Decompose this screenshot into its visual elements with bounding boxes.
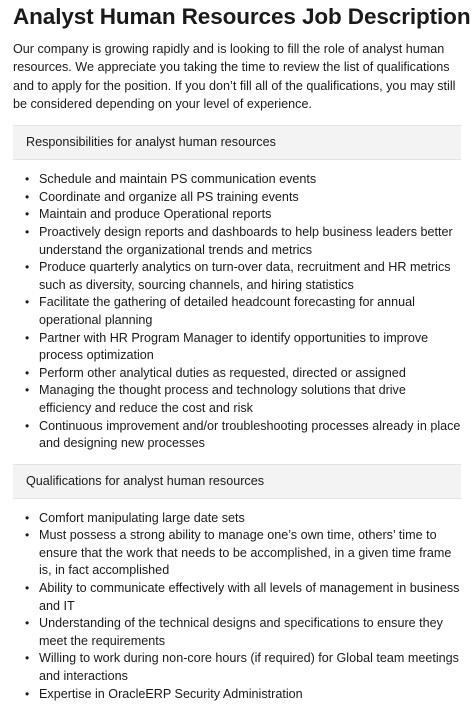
- bullet-icon: •: [25, 172, 30, 187]
- page-title: Analyst Human Resources Job Description: [13, 4, 471, 29]
- list-item-text: Perform other analytical duties as requested, directed or assigned: [39, 365, 406, 380]
- list-item: [13, 294, 461, 329]
- list-item-text: Must possess a strong ability to manage one’s own time, others’ time to ensure that the work that needs to be accomplished, in a given time frame is, in fact accomplished: [39, 528, 452, 578]
- qualifications-heading: Qualifications for analyst human resources: [26, 473, 264, 488]
- list-item: [13, 224, 461, 259]
- job-description-page: [0, 3, 474, 703]
- bullet-icon: •: [25, 528, 30, 543]
- list-item-text: Schedule and maintain PS communication events: [39, 172, 317, 187]
- responsibilities-heading: Responsibilities for analyst human resources: [26, 135, 276, 150]
- list-item: [13, 365, 461, 383]
- list-item: [13, 206, 461, 224]
- list-item: [13, 382, 461, 417]
- list-item: [13, 330, 461, 365]
- list-item-text: Maintain and produce Operational reports: [39, 207, 272, 222]
- list-item-text: Continuous improvement and/or troubleshooting processes already in place and designing new processes: [39, 418, 461, 451]
- list-item: [13, 686, 461, 704]
- list-item: [13, 580, 461, 615]
- qualifications-list: [13, 510, 461, 704]
- bullet-icon: •: [25, 207, 30, 222]
- bullet-icon: •: [25, 295, 30, 310]
- bullet-icon: •: [25, 260, 30, 275]
- list-item: [13, 510, 461, 528]
- list-item: [13, 418, 461, 453]
- bullet-icon: •: [25, 224, 30, 239]
- list-item-text: Produce quarterly analytics on turn-over data, recruitment and HR metrics such as diversity, sourcing channels, and hiring statistics: [39, 260, 451, 292]
- list-item: [13, 189, 461, 207]
- list-item-text: Partner with HR Program Manager to identify opportunities to improve process optimization: [39, 330, 429, 363]
- list-item-text: Comfort manipulating large date sets: [39, 510, 245, 525]
- list-item-text: Ability to communicate effectively with all levels of management in business and IT: [39, 581, 460, 613]
- list-item-text: Facilitate the gathering of detailed headcount forecasting for annual operational planning: [39, 295, 415, 327]
- list-item: [13, 259, 461, 294]
- list-item-text: Proactively design reports and dashboards to help business leaders better understand the organizational trends and metrics: [39, 224, 453, 257]
- responsibilities-header: [13, 125, 461, 160]
- bullet-icon: •: [25, 365, 30, 380]
- list-item-text: Expertise in OracleERP Security Administration: [39, 686, 303, 701]
- bullet-icon: •: [25, 330, 30, 345]
- bullet-icon: •: [25, 581, 30, 596]
- list-item: [13, 650, 461, 685]
- list-item-text: Coordinate and organize all PS training events: [39, 189, 299, 204]
- bullet-icon: •: [25, 510, 30, 525]
- bullet-icon: •: [25, 189, 30, 204]
- list-item-text: Willing to work during non-core hours (if required) for Global team meetings and interactions: [39, 651, 459, 684]
- intro-paragraph: Our company is growing rapidly and is looking to fill the role of analyst human resources. We appreciate you taking the time to review the list of qualifications and to apply for the position. If you don’t fill all of the qualifications, you may still be considered depending on your level of experience.: [13, 42, 456, 111]
- list-item: [13, 527, 461, 580]
- list-item: [13, 615, 461, 650]
- list-item-text: Understanding of the technical designs and specifications to ensure they meet the requirements: [39, 616, 443, 648]
- list-item: [13, 171, 461, 189]
- bullet-icon: •: [25, 686, 30, 701]
- qualifications-header: [13, 464, 461, 499]
- bullet-icon: •: [25, 651, 30, 666]
- bullet-icon: •: [25, 616, 30, 631]
- bullet-icon: •: [25, 383, 30, 398]
- bullet-icon: •: [25, 418, 30, 433]
- list-item-text: Managing the thought process and technology solutions that drive efficiency and reduce the cost and risk: [39, 383, 406, 415]
- responsibilities-list: [13, 171, 461, 453]
